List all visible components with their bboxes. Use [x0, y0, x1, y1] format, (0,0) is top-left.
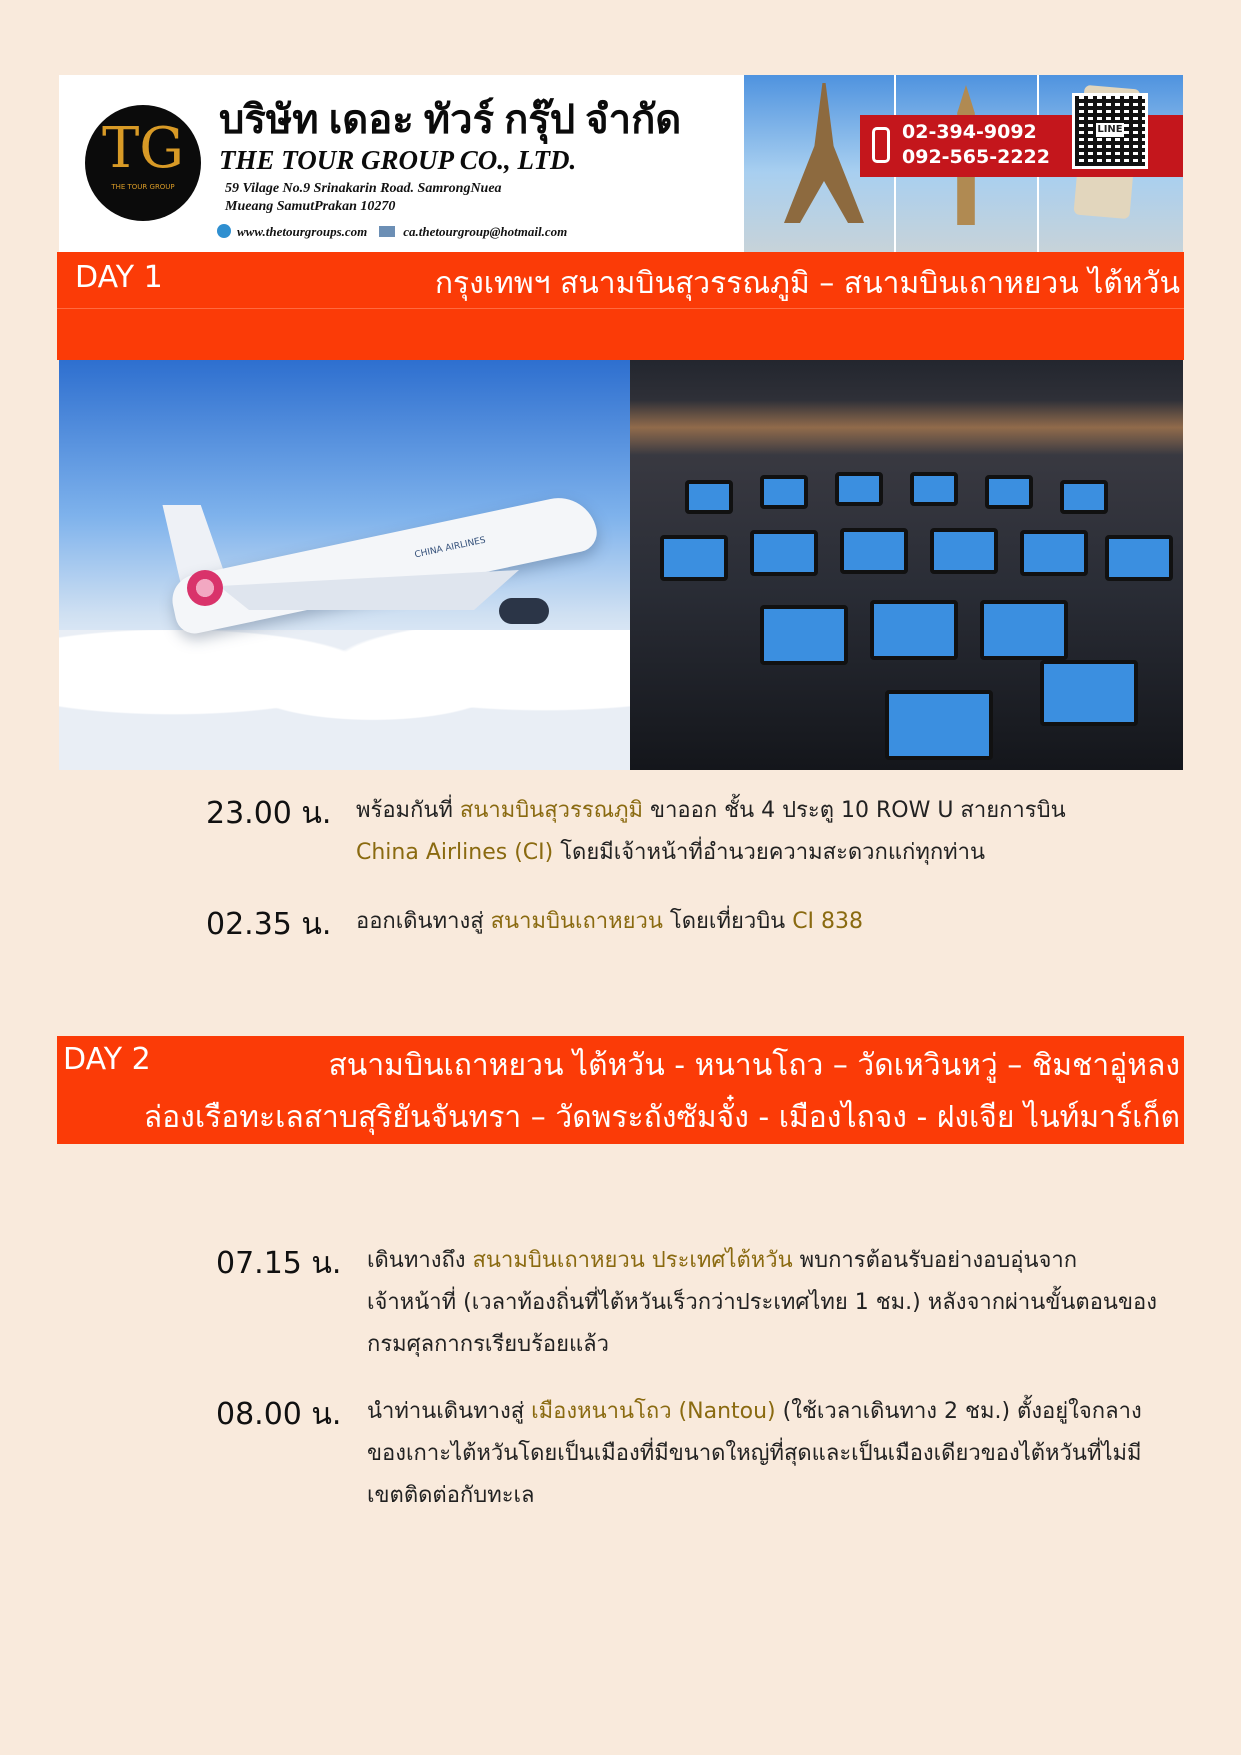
place-highlight: สนามบินเถาหยวน ประเทศไต้หวัน	[472, 1248, 793, 1273]
text-segment: เดินทางถึง	[367, 1248, 473, 1273]
schedule-time: 07.15 น.	[216, 1246, 342, 1281]
seat-screen	[1020, 530, 1088, 576]
seat-screen	[685, 480, 733, 514]
airline-highlight: China Airlines (CI)	[356, 840, 554, 865]
mail-icon	[379, 226, 395, 237]
schedule-description	[356, 790, 1156, 874]
text-segment: ขาออก ชั้น 4 ประตู 10 ROW U สายการบิน	[643, 798, 1066, 823]
day-2-header	[57, 1036, 1184, 1144]
text-segment: ออกเดินทางสู่	[356, 909, 491, 934]
place-highlight: เมืองหนานโถว (Nantou)	[531, 1399, 776, 1424]
cabin-seats-photo	[630, 360, 1183, 770]
seat-screen	[660, 535, 728, 581]
phone-icon	[872, 127, 890, 163]
logo-subtext: THE TOUR GROUP	[111, 183, 175, 191]
text-segment: โดยเที่ยวบิน	[662, 909, 793, 934]
day-1-label: DAY 1	[75, 260, 163, 295]
day-2-route-line-2: ล่องเรือทะเลสาบสุริยันจันทรา – วัดพระถังซัมจั๋ง - เมืองไถจง - ฝงเจีย ไนท์มาร์เก็ต	[143, 1100, 1180, 1135]
company-logo	[85, 105, 201, 221]
seat-screen	[835, 472, 883, 506]
contact-line	[217, 224, 567, 240]
seat-screen	[1060, 480, 1108, 514]
plane-engine	[499, 598, 549, 624]
flight-highlight: CI 838	[792, 909, 864, 934]
plum-blossom-icon	[187, 570, 223, 606]
schedule-time: 08.00 น.	[216, 1397, 342, 1432]
schedule-time: 02.35 น.	[206, 907, 332, 942]
text-segment: (ใช้เวลาเดินทาง 2 ชม.) ตั้งอยู่ใจกลาง	[775, 1399, 1142, 1424]
day-2-route-line-1: สนามบินเถาหยวน ไต้หวัน - หนานโถว – วัดเหวินหวู่ – ชิมชาอู่หลง	[328, 1048, 1180, 1083]
address-line-2: Mueang SamutPrakan 10270	[225, 199, 396, 214]
text-segment: พร้อมกันที่	[356, 798, 460, 823]
address-line-1: 59 Vilage No.9 Srinakarin Road. SamrongNuea	[225, 181, 502, 196]
seat-screen	[1105, 535, 1173, 581]
place-highlight: สนามบินสุวรรณภูมิ	[459, 798, 644, 823]
day-1-route: กรุงเทพฯ สนามบินสุวรรณภูมิ – สนามบินเถาหยวน ไต้หวัน	[434, 266, 1180, 301]
text-line	[367, 1391, 1167, 1433]
seat-screen	[885, 690, 993, 760]
website-link[interactable]: www.thetourgroups.com	[237, 224, 368, 239]
text-line: เขตติดต่อกับทะเล	[367, 1483, 535, 1508]
schedule-description	[367, 1240, 1167, 1366]
text-segment: โดยมีเจ้าหน้าที่อำนวยความสะดวกแก่ทุกท่าน	[553, 840, 986, 865]
place-highlight: สนามบินเถาหยวน	[490, 909, 663, 934]
text-line	[356, 790, 1156, 832]
seat-screen	[1040, 660, 1138, 726]
text-segment: นำท่านเดินทางสู่	[367, 1399, 532, 1424]
plane-livery-text: CHINA AIRLINES	[413, 535, 487, 561]
eiffel-tower-image	[784, 83, 864, 223]
phone-number-2[interactable]: 092-565-2222	[902, 146, 1050, 168]
email-link[interactable]: ca.thetourgroup@hotmail.com	[403, 224, 568, 239]
schedule-description	[367, 1391, 1167, 1517]
seat-screen	[980, 600, 1068, 660]
logo-monogram: TG	[101, 116, 185, 181]
schedule-time: 23.00 น.	[206, 796, 332, 831]
text-line: กรมศุลกากรเรียบร้อยแล้ว	[367, 1332, 610, 1357]
seat-screen	[760, 605, 848, 665]
seat-screen	[910, 472, 958, 506]
seat-screen	[985, 475, 1033, 509]
seat-screen	[870, 600, 958, 660]
text-line	[356, 901, 1156, 943]
text-line: เจ้าหน้าที่ (เวลาท้องถิ่นที่ไต้หวันเร็วกว่าประเทศไทย 1 ชม.) หลังจากผ่านขั้นตอนของ	[367, 1290, 1157, 1315]
schedule-description	[356, 901, 1156, 943]
clouds-layer	[59, 630, 630, 770]
bar-divider	[57, 308, 1184, 309]
seat-screen	[840, 528, 908, 574]
airplane-photo	[59, 360, 630, 770]
text-line	[367, 1240, 1167, 1282]
seat-screen	[760, 475, 808, 509]
text-line	[356, 832, 1156, 874]
company-name-english: THE TOUR GROUP CO., LTD.	[219, 145, 577, 175]
seat-screen	[930, 528, 998, 574]
company-name-thai: บริษัท เดอะ ทัวร์ กรุ๊ป จำกัด	[219, 97, 682, 142]
qr-line-label: LINE	[1097, 124, 1123, 135]
globe-icon	[217, 224, 231, 238]
seat-screen	[750, 530, 818, 576]
cabin-lighting	[630, 400, 1183, 455]
text-line: ของเกาะไต้หวันโดยเป็นเมืองที่มีขนาดใหญ่ที่สุดและเป็นเมืองเดียวของไต้หวันที่ไม่มี	[367, 1441, 1142, 1466]
day-2-label: DAY 2	[63, 1042, 151, 1077]
day-1-header	[57, 252, 1184, 360]
text-segment: พบการต้อนรับอย่างอบอุ่นจาก	[792, 1248, 1078, 1273]
phone-number-1[interactable]: 02-394-9092	[902, 121, 1037, 143]
